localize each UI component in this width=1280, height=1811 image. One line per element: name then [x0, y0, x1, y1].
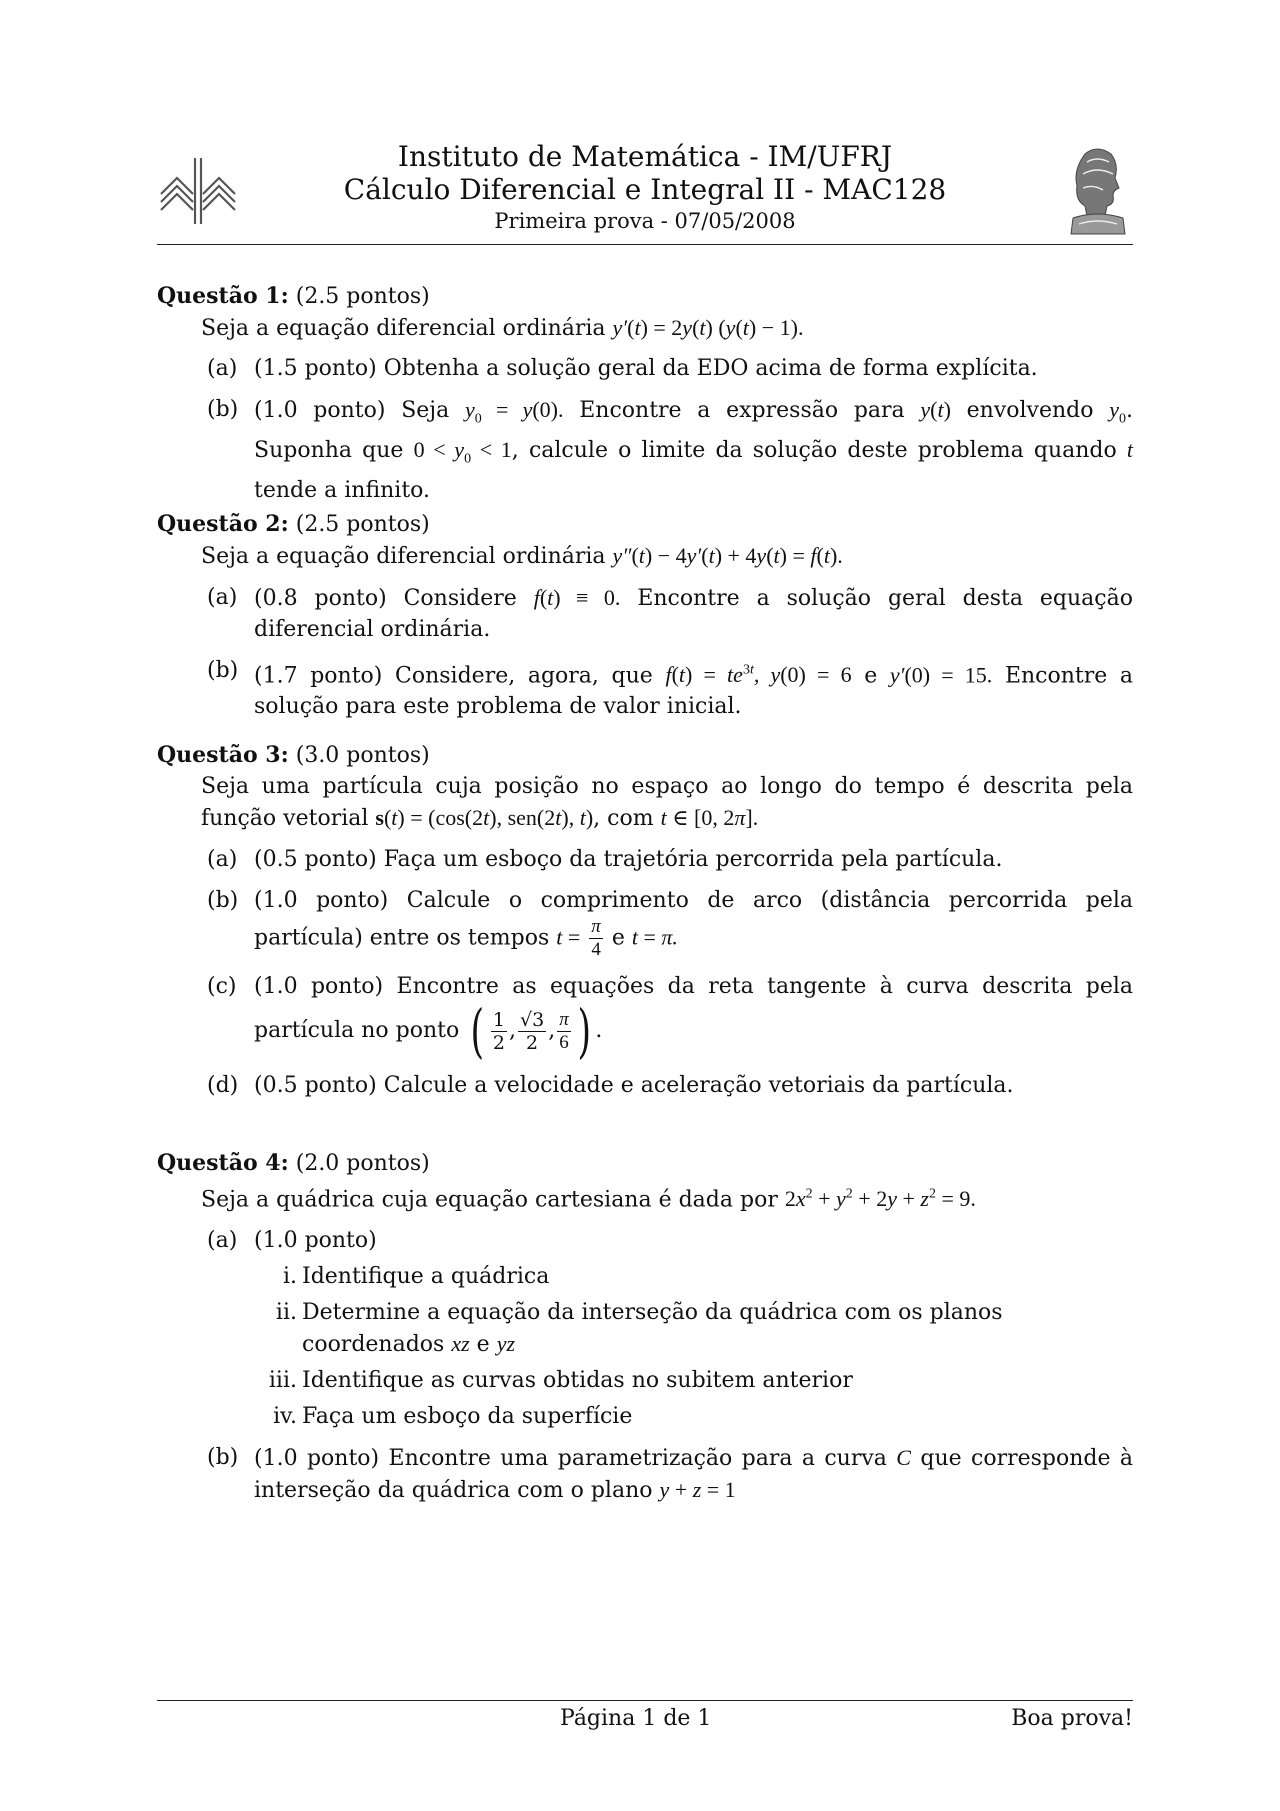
item-text: Encontre uma parametrização para a curva: [388, 1446, 887, 1472]
question-4-subitem-iii: [157, 1365, 1133, 1396]
item-text: no ponto: [361, 1018, 460, 1043]
item-label: (c): [207, 974, 237, 999]
subitem-text: e: [476, 1332, 490, 1358]
subitem-label: i.: [282, 1264, 297, 1290]
item-text: Encontre a solução geral desta equação diferencial ordinária.: [254, 586, 1133, 642]
institute-name: Instituto de Matemática - IM/UFRJ: [397, 140, 893, 173]
subitem-text: Determine a equação da interseção da quádrica com os planos coordenados: [302, 1300, 1003, 1358]
question-2-intro: Seja a equação diferencial ordinária: [201, 544, 606, 569]
question-1-points: (2.5 pontos): [295, 284, 430, 309]
question-1-item-b: (b) (1.0 ponto) Seja $y_0 = y(0)$. Encontre a expressão para y(t) envolvendo $y_0$. Suponha que $0 < y_0 < 1$, calcule o limite da solução deste problema quando t tende a infinito.: [157, 394, 1133, 506]
item-text: Considere: [403, 586, 517, 611]
question-3-item-a: [157, 844, 1133, 875]
subitem-label: iv.: [273, 1404, 297, 1430]
question-1-equation: y′(t) = 2y(t) (y(t) − 1).: [612, 315, 804, 340]
page-number: Página 1 de 1: [560, 1706, 712, 1731]
item-points: (1.0 ponto): [254, 974, 384, 999]
question-3-item-d: [157, 1070, 1133, 1101]
question-4-intro: Seja a quádrica cuja equação cartesiana é dada por: [201, 1187, 778, 1213]
question-4: [157, 1148, 1133, 1506]
item-label: (b): [207, 658, 239, 683]
question-2-item-b: (b) (1.7 ponto) Considere, agora, que $f(t) = te^{3t}$, y(0) = 6 e y′(0) = 15. Encontre a solução para este problema de valor inicial.: [157, 655, 1133, 722]
item-label: (a): [207, 585, 238, 610]
question-1-intro: Seja a equação diferencial ordinária: [201, 316, 606, 341]
question-3-title: Questão 3:: [157, 742, 289, 768]
item-text: e: [864, 663, 878, 689]
item-text: e: [611, 925, 625, 951]
question-3: Questão 3: (3.0 pontos) Seja uma partícula cuja posição no espaço ao longo do tempo é descrita pela função vetorial s(t) = (cos(2t), sen(2t), t), com t ∈ [0, 2π]. (a) (0.5 ponto) Faça um esboço da trajetória percorrida pela partícula. (b) (1.0 ponto) Calcule o comprimento de arco (distância percorrida pela partícula) entre os tempos t = $\frac{\pi}{4}$ e t = π. (c) (1.0 ponto) Encontre as equações da reta tangente à curva descrita pela partícula no ponto ( $\frac{1}{2}$ , $\frac{√3}{2}$ , $\frac{\pi}{6}$ ) . (d) (0.5 ponto) Calcule a velocidade e aceleração vetoriais da partícula.: [157, 740, 1133, 1101]
item-label: (b): [207, 1445, 239, 1471]
item-text: Faça um esboço da trajetória percorrida pela partícula.: [383, 847, 1003, 872]
ufrj-minerva-emblem-icon: [1063, 144, 1133, 236]
item-text: que corresponde à interseção da quádrica com o plano: [254, 1446, 1134, 1504]
item-text: Considere, agora, que: [395, 663, 653, 689]
question-4-subitem-iv: [157, 1401, 1133, 1432]
item-label: (b): [207, 888, 239, 913]
item-text: envolvendo: [966, 398, 1094, 423]
item-label: (a): [207, 847, 238, 872]
question-1-title: Questão 1:: [157, 283, 289, 309]
question-4-equation: $2x^2 + y^2 + 2y + z^2 = 9$.: [784, 1186, 976, 1212]
question-4-item-a: [157, 1225, 1133, 1256]
item-label: (a): [207, 1228, 238, 1254]
item-points: (1.7 ponto): [254, 663, 383, 689]
item-text: Obtenha a solução geral da EDO acima de forma explícita.: [383, 356, 1038, 381]
subitem-label: iii.: [268, 1368, 297, 1394]
item-text: tende a infinito.: [254, 477, 431, 503]
question-2-item-a: (a) (0.8 ponto) Considere f(t) ≡ 0. Encontre a solução geral desta equação diferencial ordinária.: [157, 582, 1133, 645]
course-name: Cálculo Diferencial e Integral II - MAC128: [343, 173, 947, 206]
question-3-intro: com: [607, 806, 654, 831]
question-1-item-a: [157, 353, 1133, 384]
item-text: Calcule a velocidade e aceleração vetoriais da partícula.: [383, 1073, 1014, 1098]
fraction-pi-over-4: $\frac{\pi}{4}$: [591, 916, 601, 960]
item-text: calcule o limite da solução deste problema quando: [528, 438, 1117, 464]
item-text: Suponha que: [254, 438, 404, 464]
question-2-title: Questão 2:: [157, 511, 289, 537]
header-divider: [157, 244, 1133, 245]
question-4-item-b: (b) (1.0 ponto) Encontre uma parametrização para a curva C que corresponde à interseção da quádrica com o plano y + z = 1: [157, 1442, 1133, 1506]
item-points: (1.0 ponto): [254, 1446, 380, 1472]
item-text: Seja: [401, 398, 450, 423]
subitem-text: Identifique a quádrica: [302, 1264, 550, 1290]
question-1: [157, 281, 1133, 506]
item-points: (0.8 ponto): [254, 586, 387, 611]
exam-title: Primeira prova - 07/05/2008: [494, 209, 796, 233]
question-3-points: (3.0 pontos): [295, 743, 430, 768]
question-3-intro: Seja uma partícula cuja posição no espaço ao longo do tempo é descrita pela função vetorial: [201, 774, 1133, 831]
subitem-text: Identifique as curvas obtidas no subitem anterior: [302, 1368, 853, 1394]
question-4-subitem-ii: ii. Determine a equação da interseção da quádrica com os planos coordenados xz e yz: [157, 1297, 1133, 1360]
question-4-title: Questão 4:: [157, 1150, 289, 1176]
item-points: (0.5 ponto): [254, 847, 377, 872]
question-2-points: (2.5 pontos): [295, 512, 430, 537]
item-points: (1.0 ponto): [254, 1228, 377, 1254]
item-text: Calcule o comprimento de arco (distância percorrida pela partícula) entre os tempos: [254, 888, 1134, 951]
closing-message: Boa prova!: [1011, 1706, 1133, 1731]
item-label: (d): [207, 1073, 239, 1098]
item-text: Encontre a expressão para: [579, 398, 905, 423]
item-label: (b): [207, 397, 239, 422]
item-text: Encontre as equações da reta tangente à curva descrita pela partícula: [254, 974, 1134, 1043]
question-3-item-c: (c) (1.0 ponto) Encontre as equações da reta tangente à curva descrita pela partícula no ponto ( $\frac{1}{2}$ , $\frac{√3}{2}$ , $\frac{\pi}{6}$ ) .: [157, 971, 1133, 1060]
item-text: Encontre a solução para este problema de valor inicial.: [254, 663, 1134, 720]
item-points: (1.5 ponto): [254, 356, 377, 381]
subitem-text: Faça um esboço da superfície: [302, 1404, 633, 1430]
item-points: (1.0 ponto): [254, 888, 389, 913]
item-label: (a): [207, 356, 238, 381]
footer-divider: [157, 1700, 1133, 1701]
question-2: [157, 509, 1133, 722]
item-points: (1.0 ponto): [254, 398, 386, 423]
question-3-item-b: (b) (1.0 ponto) Calcule o comprimento de arco (distância percorrida pela partícula) entre os tempos t = $\frac{\pi}{4}$ e t = π.: [157, 885, 1133, 961]
question-2-equation: y″(t) − 4y′(t) + 4y(t) = f(t).: [612, 543, 843, 568]
exam-header: [157, 140, 1133, 248]
question-4-points: (2.0 pontos): [295, 1151, 430, 1176]
item-points: (0.5 ponto): [254, 1073, 377, 1098]
question-4-subitem-i: [157, 1261, 1133, 1292]
subitem-label: ii.: [275, 1300, 297, 1326]
